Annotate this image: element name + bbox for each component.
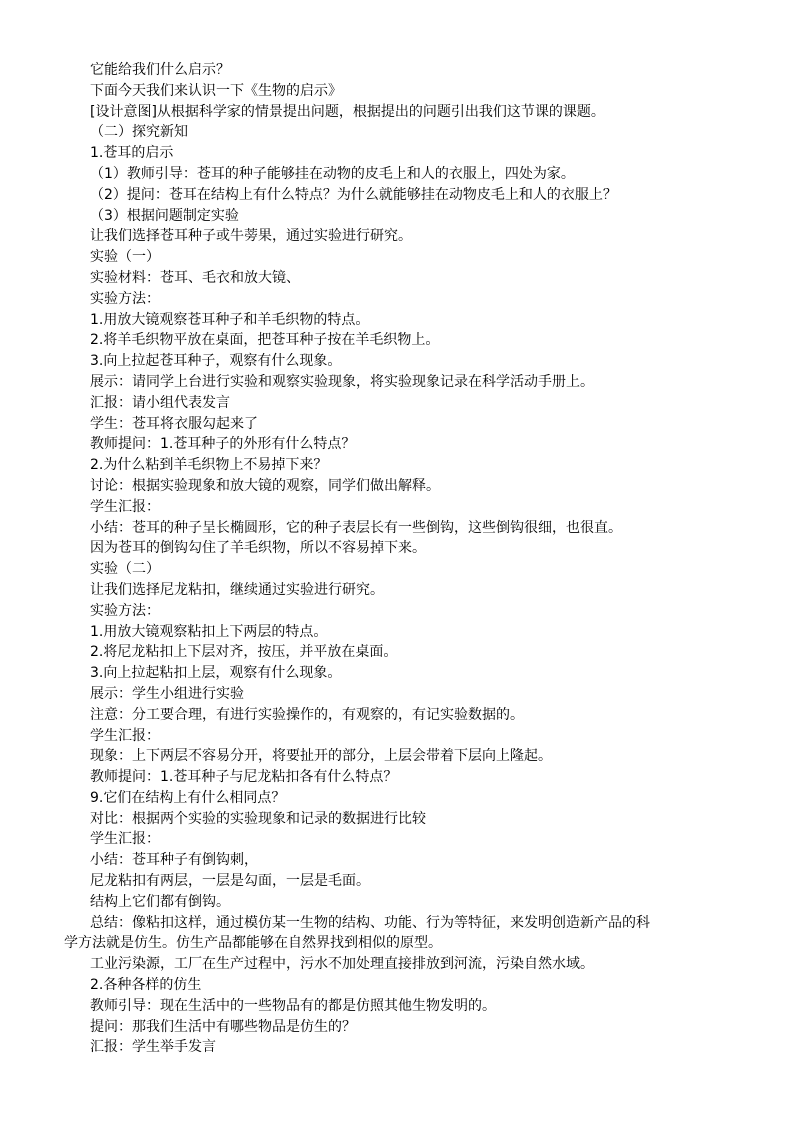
text-line: 让我们选择尼龙粘扣，继续通过实验进行研究。 [90, 581, 384, 598]
text-line: 实验方法： [90, 602, 160, 619]
text-line: 3.向上拉起粘扣上层，观察有什么现象。 [90, 665, 342, 682]
body-text [64, 60, 724, 1058]
text-line: 结构上它们都有倒钩。 [90, 893, 230, 910]
text-line: 教师提问：1.苍耳种子的外形有什么特点？ [90, 436, 356, 453]
text-line: 注意：分工要合理，有进行实验操作的，有观察的，有记实验数据的。 [90, 706, 524, 723]
text-line: 现象：上下两层不容易分开，将要扯开的部分，上层会带着下层向上隆起。 [90, 748, 552, 765]
text-line: 学生汇报： [90, 498, 160, 515]
text-line: （1）教师引导：苍耳的种子能够挂在动物的皮毛上和人的衣服上，四处为家。 [90, 165, 575, 182]
text-line: 汇报：请小组代表发言 [90, 394, 230, 411]
experiment-heading: 实验（二） [90, 561, 160, 578]
text-line: 小结：苍耳种子有倒钩刺， [90, 852, 258, 869]
text-line: （2）提问：苍耳在结构上有什么特点？为什么就能够挂在动物皮毛上和人的衣服上？ [90, 186, 617, 203]
text-line: 1.用放大镜观察苍耳种子和羊毛织物的特点。 [90, 311, 370, 328]
text-line: 因为苍耳的倒钩勾住了羊毛织物，所以不容易掉下来。 [90, 540, 426, 557]
text-line: 讨论：根据实验现象和放大镜的观察，同学们做出解释。 [90, 477, 440, 494]
summary-continuation-line: 学方法就是仿生。仿生产品都能够在自然界找到相似的原型。 [64, 935, 442, 952]
section-heading: （二）探究新知 [90, 124, 188, 141]
text-line: 学生汇报： [90, 831, 160, 848]
text-line: 提问：那我们生活中有哪些物品是仿生的？ [90, 1018, 356, 1035]
text-line: 9.它们在结构上有什么相同点？ [90, 789, 286, 806]
subsection-heading: 2.各种各样的仿生 [90, 977, 202, 994]
text-line: 实验方法： [90, 290, 160, 307]
text-line: 2.将尼龙粘扣上下层对齐，按压，并平放在桌面。 [90, 644, 398, 661]
text-line: 2.为什么粘到羊毛织物上不易掉下来？ [90, 457, 328, 474]
text-line: 实验材料：苍耳、毛衣和放大镜、 [90, 269, 300, 286]
text-line: 2.将羊毛织物平放在桌面，把苍耳种子按在羊毛织物上。 [90, 332, 440, 349]
text-line: 教师提问：1.苍耳种子与尼龙粘扣各有什么特点？ [90, 769, 398, 786]
text-line: 下面今天我们来认识一下《生物的启示》 [90, 82, 342, 99]
text-line: 展示：请同学上台进行实验和观察实验现象，将实验现象记录在科学活动手册上。 [90, 373, 594, 390]
text-line: 尼龙粘扣有两层，一层是勾面，一层是毛面。 [90, 873, 370, 890]
text-line: 工业污染源，工厂在生产过程中，污水不加处理直接排放到河流，污染自然水域。 [90, 956, 594, 973]
text-line: 学生：苍耳将衣服勾起来了 [90, 415, 258, 432]
text-line: （3）根据问题制定实验 [90, 207, 239, 224]
text-line: 对比：根据两个实验的实验现象和记录的数据进行比较 [90, 810, 426, 827]
text-line: 教师引导：现在生活中的一些物品有的都是仿照其他生物发明的。 [90, 997, 496, 1014]
experiment-heading: 实验（一） [90, 249, 160, 266]
text-line: 汇报：学生举手发言 [90, 1039, 216, 1056]
design-intent-line: [设计意图]从根据科学家的情景提出问题，根据提出的问题引出我们这节课的课题。 [90, 103, 605, 120]
summary-line: 总结：像粘扣这样，通过模仿某一生物的结构、功能、行为等特征，来发明创造新产品的科 [90, 914, 650, 931]
text-line: 小结：苍耳的种子呈长椭圆形，它的种子表层长有一些倒钩，这些倒钩很细，也很直。 [90, 519, 622, 536]
text-line: 学生汇报： [90, 727, 160, 744]
text-line: 1.用放大镜观察粘扣上下两层的特点。 [90, 623, 328, 640]
text-line: 展示：学生小组进行实验 [90, 685, 244, 702]
text-line: 它能给我们什么启示？ [90, 62, 230, 78]
subsection-heading: 1.苍耳的启示 [90, 145, 174, 162]
text-line: 让我们选择苍耳种子或牛蒡果，通过实验进行研究。 [90, 228, 412, 245]
text-line: 3.向上拉起苍耳种子，观察有什么现象。 [90, 353, 342, 370]
